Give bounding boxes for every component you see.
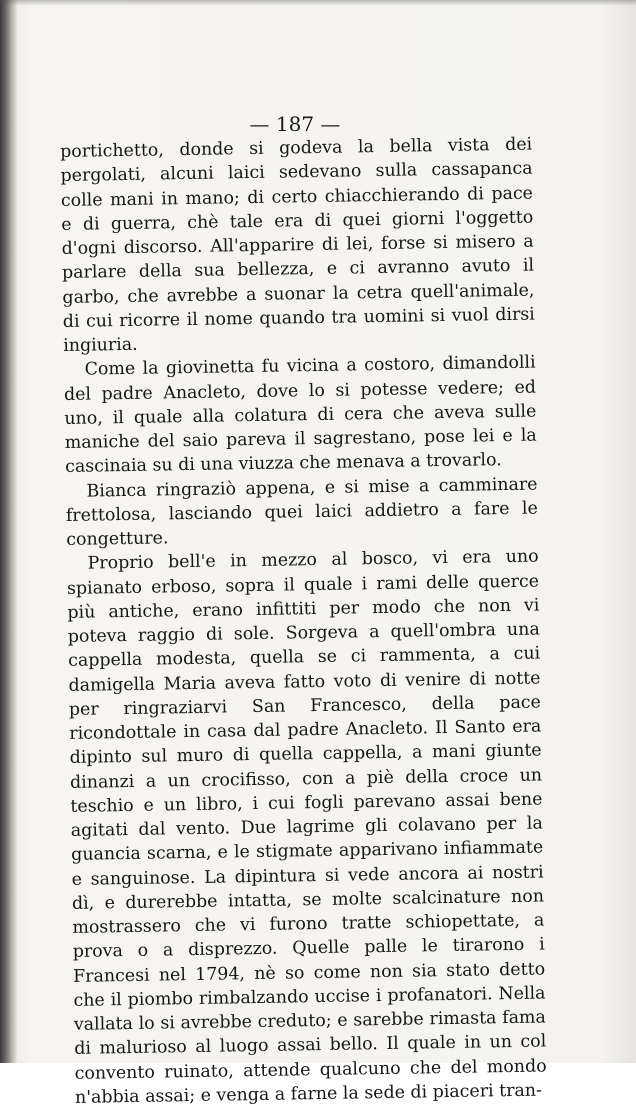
binding-edge-shadow [0,0,18,1063]
paragraph-4: Proprio bell'e in mezzo al bosco, vi era uno spianato erboso, sopra il quale i rami delle querce più antiche, erano infittiti per modo che non vi poteva raggio di sole. Sorgeva a quell'ombra una cappella modesta, quella se ci rammenta, a cui damigella Maria aveva fatto voto di venire di notte per ringraziarvi San Francesco, della pace ricondottale in casa dal padre Anacleto. Il Santo era dipinto sul muro di quella cappella, a mani giunte dinanzi a un crocifisso, con a piè della croce un teschio e un libro, i cui fogli parevano assai bene agitati dal vento. Due lagrime gli colavano per la guancia scarna, e le stigmate apparivano infiammate e sanguinose. La dipintura si vede ancora ai nostri dì, e durerebbe intatta, se molte scalcinature non mostrassero che vi furono tratte schiopettate, a prova o a disprezzo. Quelle palle le tirarono i Francesi nel 1794, nè so come non sia stato detto che il piombo rimbalzando uccise i profanatori. Nella vallata lo si avrebbe creduto; e sarebbe rimasta fama di malurioso al luogo assai bello. Il quale in un col convento ruinato, attende qualcuno che del mondo n'abbia assai; e venga a farne la sede di piaceri tran- [66,546,547,1108]
paragraph-1: portichetto, donde si godeva la bella vista dei pergolati, alcuni laici sedevano sulla cassapanca colle mani in mano; di certo chiacchierando di pace e di guerra, chè tale era di quei giorni l'oggetto d'ogni discorso. All'apparire di lei, forse si misero a parlare della sua bellezza, e ci avranno avuto il garbo, che avrebbe a suonar la cetra quell'animale, di cui ricorre il nome quando tra uomini si vuol dirsi ingiuria. [60,134,535,356]
paragraph-3: Bianca ringraziò appena, e si mise a camminare frettolosa, lasciando quei laici addietro a fare le congetture. [65,474,539,550]
top-edge-shadow [0,0,636,6]
page-number: — 187 — [249,112,341,136]
body-text [60,133,547,1110]
paragraph-2: Come la giovinetta fu vicina a costoro, dimandolli del padre Anacleto, dove lo si potesse vedere; ed uno, il quale alla colatura di cera che aveva sulle maniche del saio pareva il sagrestano, pose lei e la cascinaia su di una viuzza che menava a trovarlo. [63,352,537,478]
